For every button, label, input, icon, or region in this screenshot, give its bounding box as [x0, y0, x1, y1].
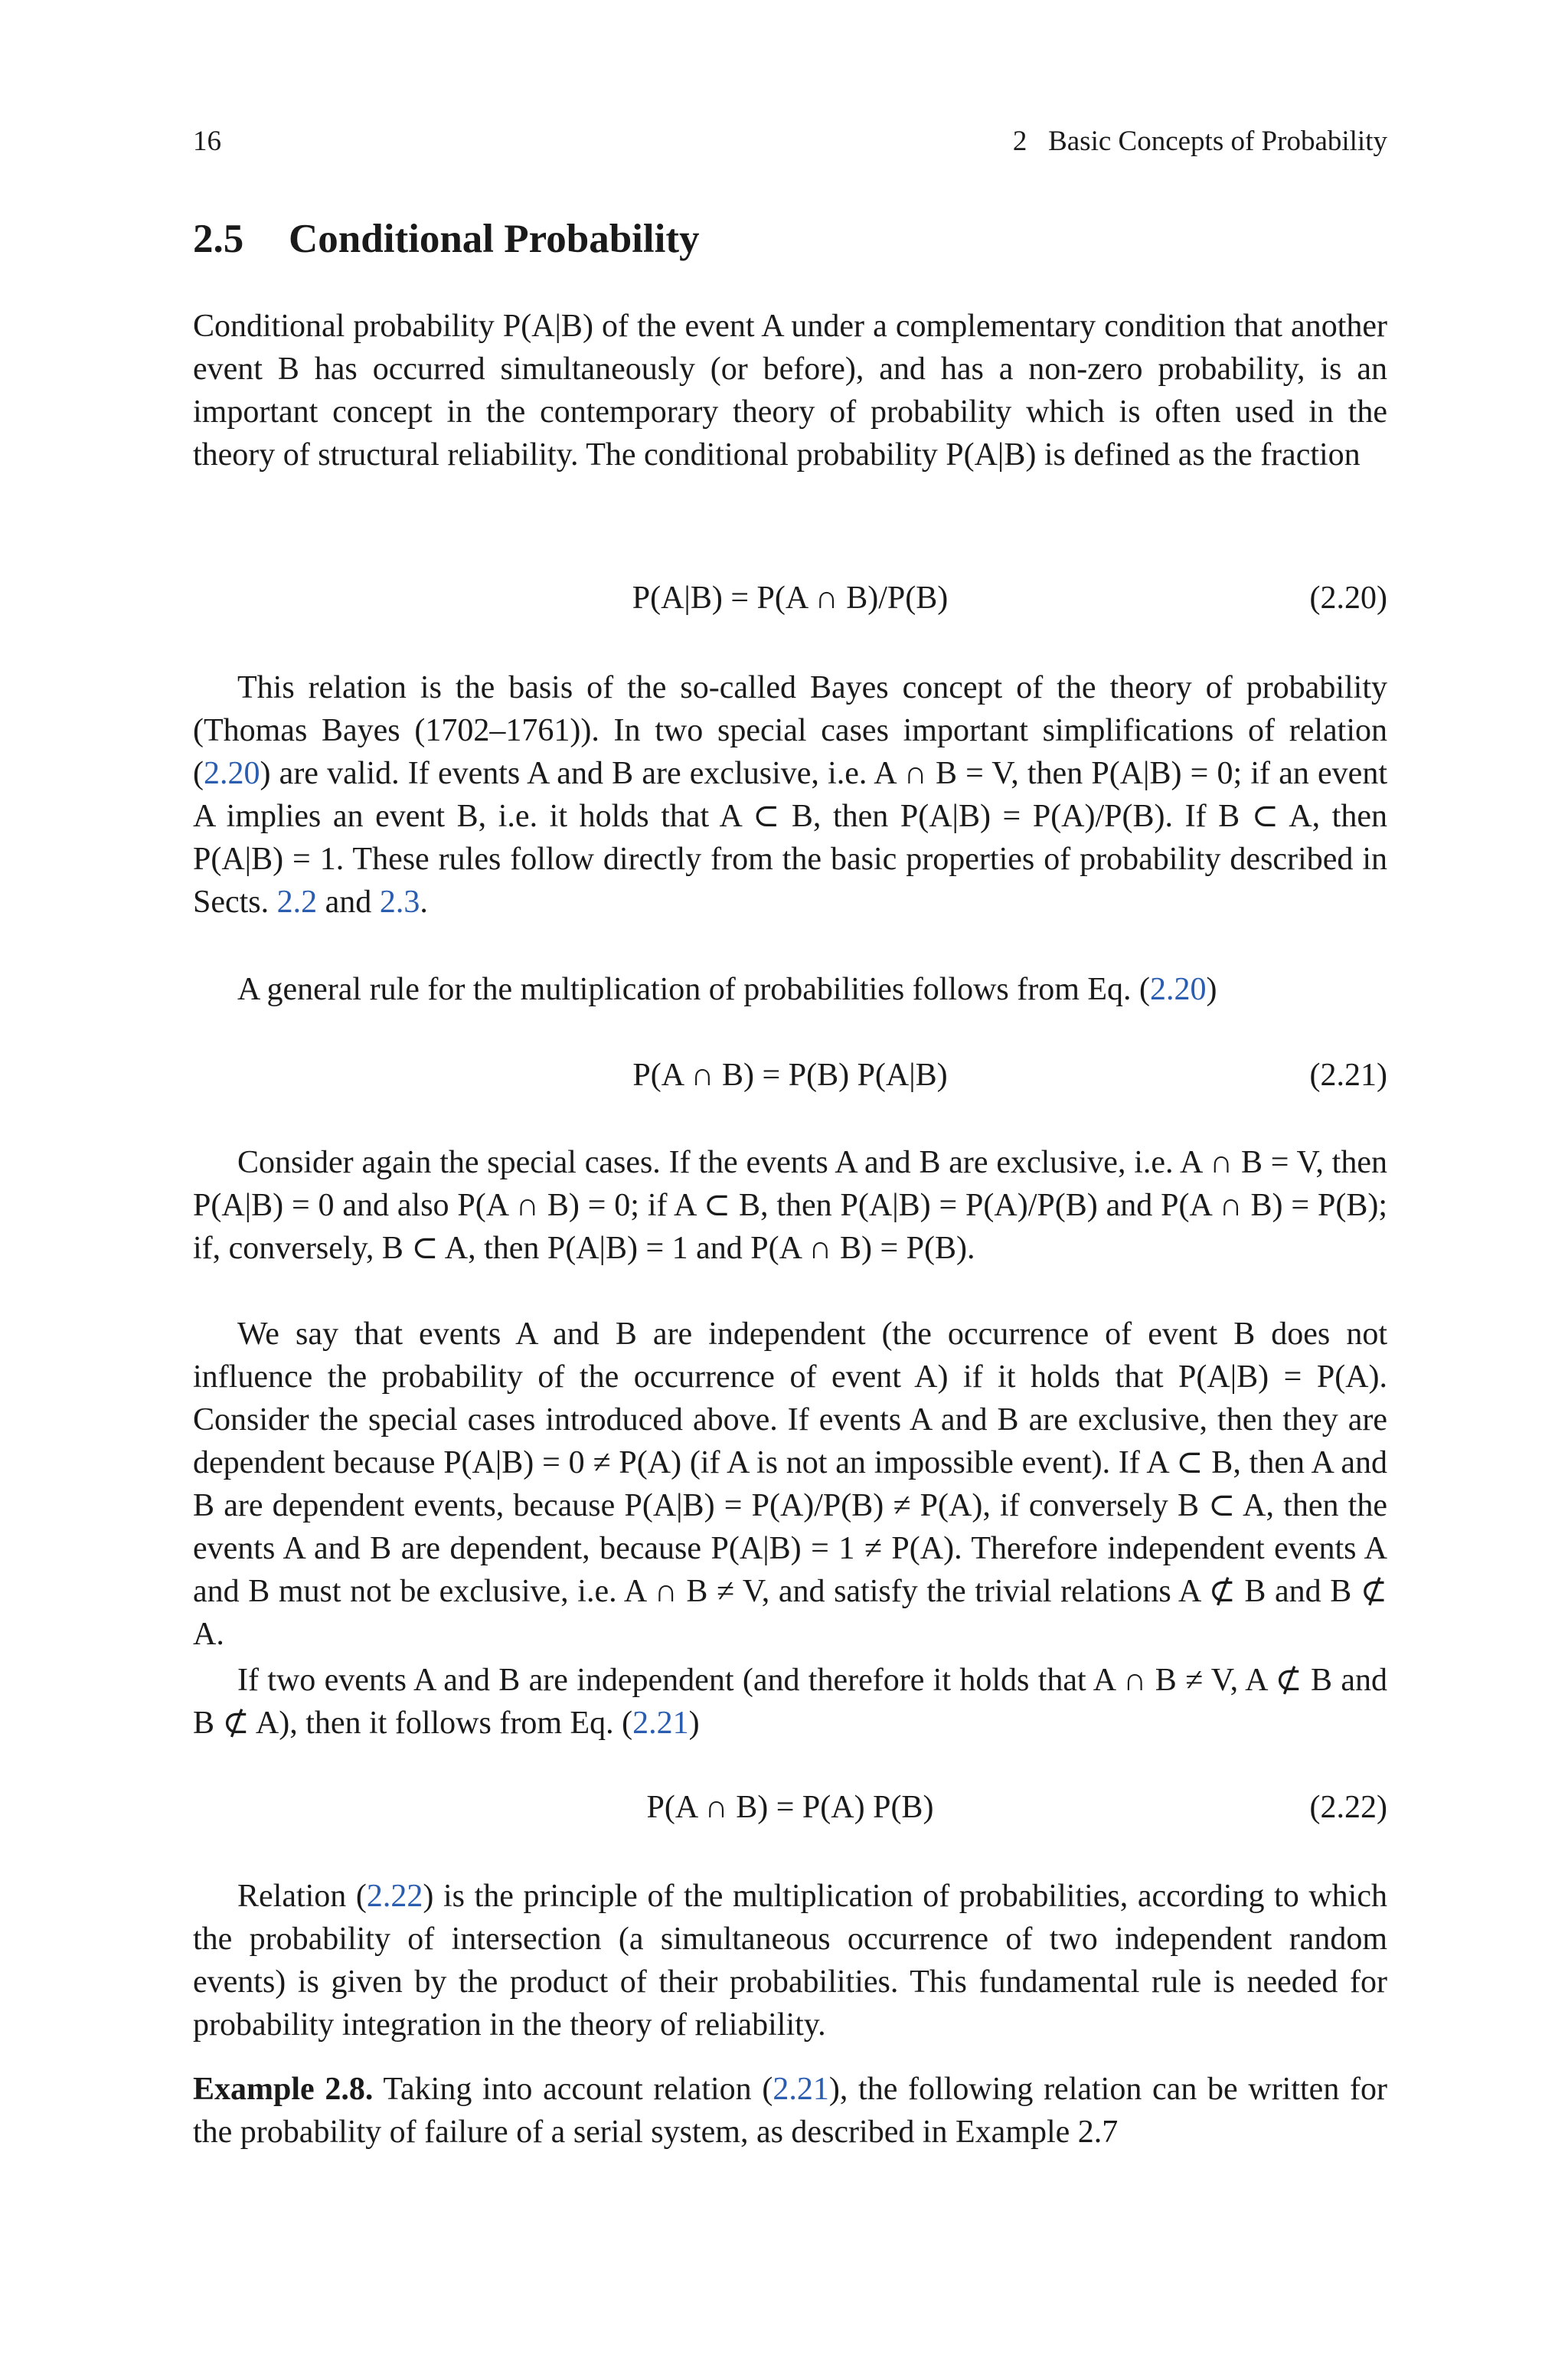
- paragraph-text: ): [688, 1706, 700, 1741]
- paragraph-text: This relation is the basis of the so-called Bayes concept of the theory of probability (Thomas Bayes (1702–1761)). In two special cases important simplifications of relation (: [193, 670, 1387, 791]
- example-label: Example 2.8.: [193, 2072, 374, 2107]
- paragraph-4: Consider again the special cases. If the events A and B are exclusive, i.e. A ∩ B = V, then P(A|B) = 0 and also P(A ∩ B) = 0; if A ⊂ B, then P(A|B) = P(A)/P(B) and P(A ∩ B) = P(B); if, conversely, B ⊂ A, then P(A|B) = 1 and P(A ∩ B) = P(B).: [193, 1145, 1387, 1266]
- section-title: Conditional Probability: [289, 217, 700, 261]
- equation-body: P(A ∩ B) = P(A) P(B): [646, 1790, 934, 1825]
- paragraph-text: ), the following relation can be written for the probability of failure of a serial system, as described in Example 2.7: [193, 2072, 1388, 2150]
- equation-2-20: [193, 580, 1387, 617]
- equation-body: P(A|B) = P(A ∩ B)/P(B): [632, 581, 949, 616]
- equation-body: P(A ∩ B) = P(B) P(A|B): [632, 1058, 948, 1093]
- paragraph-2: [193, 666, 1387, 924]
- ref-link[interactable]: 2.2: [276, 885, 318, 920]
- paragraph-5: We say that events A and B are independent (the occurrence of event B does not influence the probability of the occurrence of event A) if it holds that P(A|B) = P(A). Consider the special cases introduced above. If events A and B are exclusive, then they are dependent because P(A|B) = 0 ≠ P(A) (if A is not an impossible event). If A ⊂ B, then A and B are dependent events, because P(A|B) = P(A)/P(B) ≠ P(A), if conversely B ⊂ A, then the events A and B are dependent, because P(A|B) = 1 ≠ P(A). Therefore independent events A and B must not be exclusive, i.e. A ∩ B ≠ V, and satisfy the trivial relations A ⊄ B and B ⊄ A.: [193, 1317, 1387, 1652]
- paragraph-3: [193, 968, 1387, 1011]
- paragraph-text: .: [420, 885, 428, 920]
- equation-2-21: [193, 1057, 1387, 1094]
- page-number: 16: [193, 126, 221, 157]
- section-number: 2.5: [193, 217, 244, 261]
- ref-link[interactable]: 2.20: [204, 756, 260, 791]
- ref-link[interactable]: 2.3: [379, 885, 420, 920]
- section-heading: [193, 216, 700, 262]
- equation-number: (2.22): [1309, 1790, 1387, 1825]
- paragraph-text: A general rule for the multiplication of probabilities follows from Eq. (: [237, 972, 1151, 1007]
- chapter-title: 2 Basic Concepts of Probability: [1012, 126, 1387, 157]
- equation-number: (2.21): [1309, 1058, 1387, 1093]
- paragraph-text: ): [1206, 972, 1217, 1007]
- paragraph-text: Relation (: [237, 1879, 367, 1914]
- paragraph-text: ) are valid. If events A and B are exclusive, i.e. A ∩ B = V, then P(A|B) = 0; if an event A implies an event B, i.e. it holds that A ⊂ B, then P(A|B) = P(A)/P(B). If B ⊂ A, then P(A|B) = 1. These rules follow directly from the basic properties of probability described in Sects.: [193, 756, 1387, 920]
- paragraph-6: [193, 1659, 1387, 1745]
- running-head: [193, 125, 1387, 158]
- ref-link[interactable]: 2.21: [632, 1706, 689, 1741]
- paragraph-text: and: [317, 885, 380, 920]
- paragraph-1: Conditional probability P(A|B) of the event A under a complementary condition that another event B has occurred simultaneously (or before), and has a non-zero probability, is an important concept in the contemporary theory of probability which is often used in the theory of structural reliability. The conditional probability P(A|B) is defined as the fraction: [193, 309, 1387, 473]
- example-paragraph: [193, 2068, 1387, 2154]
- equation-2-22: [193, 1789, 1387, 1826]
- equation-number: (2.20): [1309, 581, 1387, 616]
- paragraph-text: Taking into account relation (: [373, 2072, 773, 2107]
- ref-link[interactable]: 2.22: [366, 1879, 423, 1914]
- ref-link[interactable]: 2.20: [1150, 972, 1207, 1007]
- paragraph-text: ) is the principle of the multiplication of probabilities, according to which the probability of intersection (a simultaneous occurrence of two independent random events) is given by the product of their probabilities. This fundamental rule is needed for probability integration in the theory of reliability.: [193, 1879, 1387, 2043]
- paragraph-text: If two events A and B are independent (and therefore it holds that A ∩ B ≠ V, A ⊄ B and B ⊄ A), then it follows from Eq. (: [193, 1663, 1387, 1741]
- paragraph-7: [193, 1875, 1387, 2046]
- ref-link[interactable]: 2.21: [773, 2072, 829, 2107]
